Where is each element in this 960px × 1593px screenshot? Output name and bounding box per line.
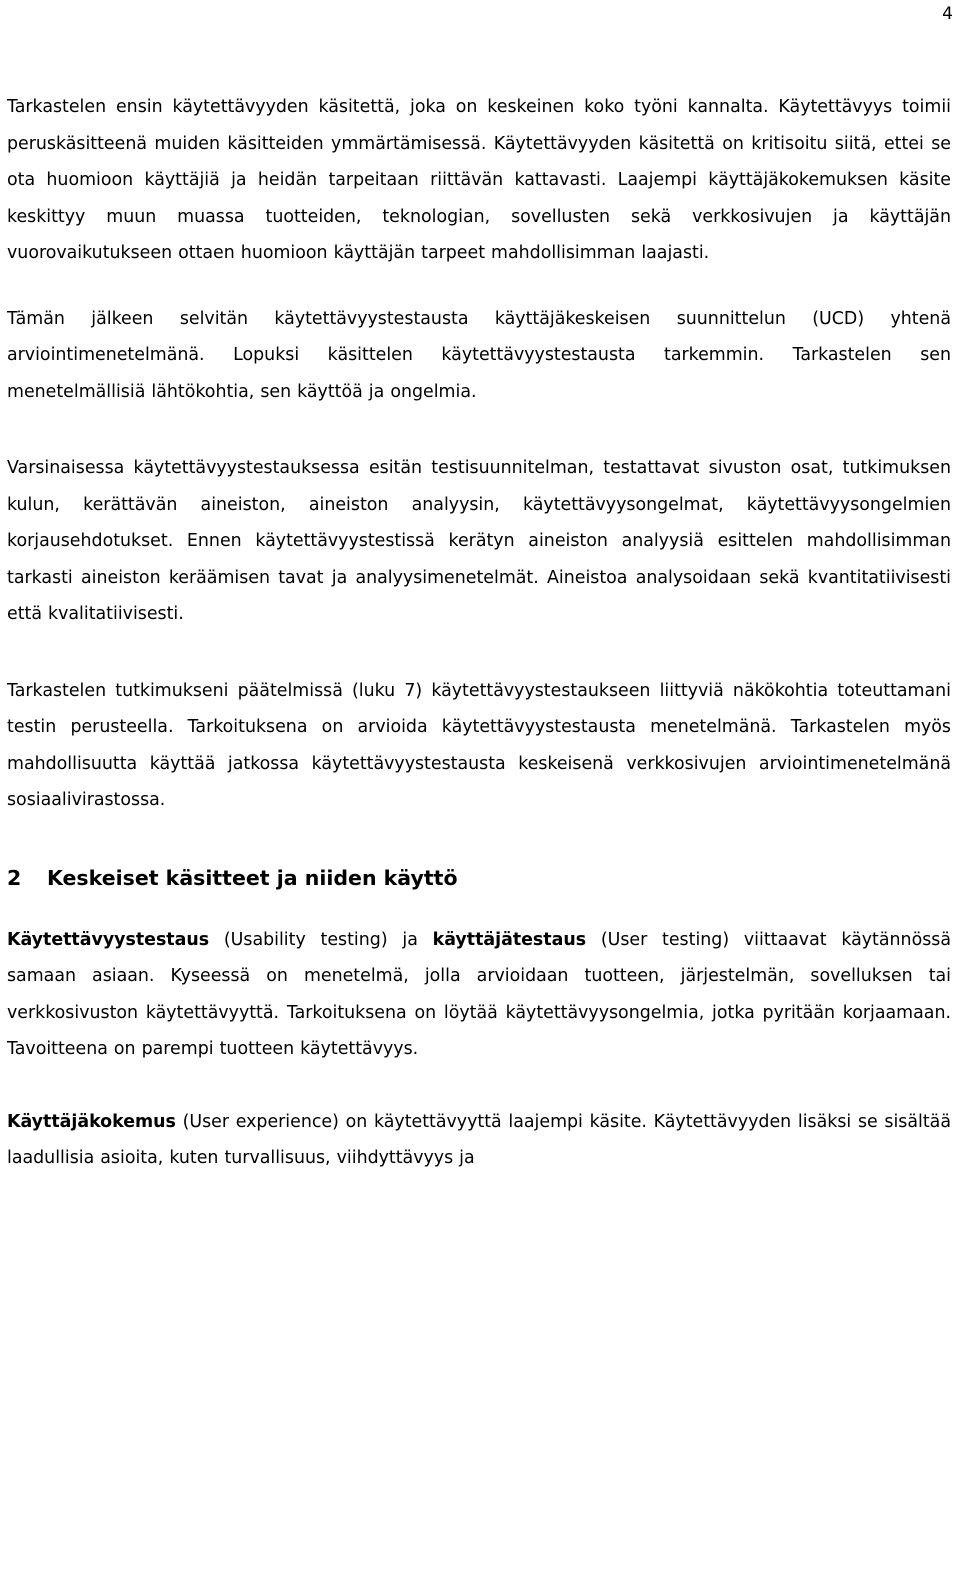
paragraph-definition-usability-testing	[7, 922, 951, 1068]
paragraph-usability-testing: Tämän jälkeen selvitän käytettävyystestausta käyttäjäkeskeisen suunnittelun (UCD) yhtenä arviointimenetelmänä. Lopuksi käsittelen käytettävyystestausta tarkemmin. Tarkastelen sen menetelmällisiä lähtökohtia, sen käyttöä ja ongelmia.	[7, 308, 951, 402]
term-usability-testing: Käytettävyystestaus	[7, 929, 210, 950]
definition-text-user-experience: (User experience) on käytettävyyttä laajempi käsite. Käytettävyyden lisäksi se sisältää laadullisia asioita, kuten turvallisuus, viihdyttävyys ja	[7, 1111, 951, 1168]
page-number: 4	[942, 4, 953, 24]
paragraph-definition-user-experience	[7, 1104, 951, 1177]
term-user-experience: Käyttäjäkokemus	[7, 1111, 176, 1132]
document-body	[7, 89, 951, 1177]
term-user-testing: käyttäjätestaus	[432, 929, 587, 950]
section-number: 2	[7, 865, 22, 890]
definition-text-1: (Usability testing) ja	[209, 929, 433, 950]
section-heading	[7, 862, 951, 894]
section-title: Keskeiset käsitteet ja niiden käyttö	[47, 865, 458, 890]
paragraph-conclusions: Tarkastelen tutkimukseni päätelmissä (luku 7) käytettävyystestaukseen liittyviä näkökohtia toteuttamani testin perusteella. Tarkoituksena on arvioida käytettävyystestausta menetelmänä. Tarkastelen myös mahdollisuutta käyttää jatkossa käytettävyystestausta keskeisenä verkkosivujen arviointimenetelmänä sosiaalivirastossa.	[7, 680, 951, 810]
definition-text-2: (User testing) viittaavat käytännössä samaan asiaan. Kyseessä on menetelmä, jolla arvioidaan tuotteen, järjestelmän, sovelluksen tai verkkosivuston käytettävyyttä. Tarkoituksena on löytää käytettävyysongelmia, jotka pyritään korjaamaan. Tavoitteena on parempi tuotteen käytettävyys.	[7, 929, 951, 1059]
paragraph-intro: Tarkastelen ensin käytettävyyden käsitettä, joka on keskeinen koko työni kannalta. Käytettävyys toimii peruskäsitteenä muiden käsitteiden ymmärtämisessä. Käytettävyyden käsitettä on kritisoitu siitä, ettei se ota huomioon käyttäjiä ja heidän tarpeitaan riittävän kattavasti. Laajempi käyttäjäkokemuksen käsite keskittyy muun muassa tuotteiden, teknologian, sovellusten sekä verkkosivujen ja käyttäjän vuorovaikutukseen ottaen huomioon käyttäjän tarpeet mahdollisimman laajasti.	[7, 97, 951, 263]
paragraph-test-plan: Varsinaisessa käytettävyystestauksessa esitän testisuunnitelman, testattavat sivuston osat, tutkimuksen kulun, kerättävän aineiston, aineiston analyysin, käytettävyysongelmat, käytettävyysongelmien korjausehdotukset. Ennen käytettävyystestissä kerätyn aineiston analyysiä esittelen mahdollisimman tarkasti aineiston keräämisen tavat ja analyysimenetelmät. Aineistoa analysoidaan sekä kvantitatiivisesti että kvalitatiivisesti.	[7, 458, 951, 624]
